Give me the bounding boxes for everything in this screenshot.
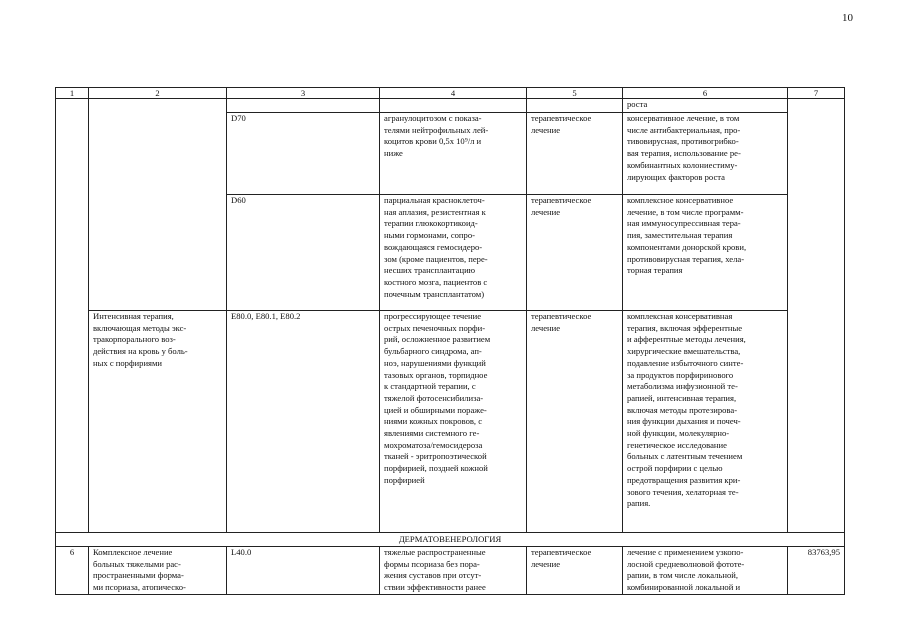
cell-text-line: Комплексное лечение bbox=[93, 547, 173, 557]
cell-text-line: ных с порфириями bbox=[93, 357, 163, 368]
cell-text-line: за продуктов порфиринового bbox=[627, 369, 734, 380]
care-type-cell bbox=[89, 311, 227, 533]
cell-text-line: мохроматоза/гемосидероза bbox=[384, 439, 483, 450]
cell-text-line: комплексное консервативное bbox=[627, 195, 734, 205]
cell-text-line: терапия, включая эфферентные bbox=[627, 322, 743, 333]
cell-text-line: рапия. bbox=[627, 498, 651, 509]
cell-text-line: формы псориаза без пора- bbox=[384, 558, 480, 569]
column-header: 5 bbox=[527, 88, 623, 99]
cell-text-line: лечение bbox=[531, 124, 561, 135]
treatment-type-cell bbox=[527, 311, 623, 533]
cell-text-line: лечение bbox=[531, 558, 561, 569]
column-header: 1 bbox=[56, 88, 89, 99]
treatment-type-cell bbox=[527, 195, 623, 311]
cell-text-line: включающая методы экс- bbox=[93, 322, 187, 333]
cell-text-line: торная терапия bbox=[627, 265, 683, 276]
cell-text-line: рий, осложненное развитием bbox=[384, 334, 491, 345]
cell-text-line: жения суставов при отсут- bbox=[384, 570, 482, 581]
treatment-method-cell bbox=[623, 113, 788, 195]
treatment-method-cell bbox=[623, 99, 788, 113]
cell-text-line: числе антибактериальная, про- bbox=[627, 124, 741, 135]
treatment-method-cell bbox=[623, 311, 788, 533]
icd-code-cell: L40.0 bbox=[227, 547, 380, 595]
cell-text-line: телями нейтрофильных лей- bbox=[384, 124, 489, 135]
icd-code-cell: D60 bbox=[227, 195, 380, 311]
cell-text-line: терапевтическое bbox=[531, 113, 592, 123]
medical-care-table bbox=[55, 87, 845, 595]
cell-text-line: комплексная консервативная bbox=[627, 311, 733, 321]
cell-text-line: почечным трансплантатом) bbox=[384, 288, 485, 299]
cell-text-line: компонентами донорской крови, bbox=[627, 241, 747, 252]
cell-text-line: к стандартной терапии, с bbox=[384, 381, 476, 392]
cell-text-line: лечение bbox=[531, 322, 561, 333]
cell-text-line: комбинантных колониестиму- bbox=[627, 159, 738, 170]
icd-code-cell: E80.0, E80.1, E80.2 bbox=[227, 311, 380, 533]
cell-text-line: зового течения, хелаторная те- bbox=[627, 486, 739, 497]
cell-text-line: терапевтическое bbox=[531, 195, 592, 205]
cell-text-line: пия, заместительная терапия bbox=[627, 230, 733, 241]
section-title: ДЕРМАТОВЕНЕРОЛОГИЯ bbox=[56, 533, 845, 547]
cell-text-line: лечение bbox=[531, 206, 561, 217]
treatment-method-cell bbox=[623, 195, 788, 311]
cell-text-line: комбинированной локальной и bbox=[627, 582, 741, 593]
treatment-type-cell bbox=[527, 99, 623, 113]
cell-text-line: парциальная красноклеточ- bbox=[384, 195, 485, 205]
cell-text-line: и афферентные методы лечения, bbox=[627, 334, 746, 345]
cell-text-line: ми псориаза, атопическо- bbox=[93, 582, 186, 593]
column-header: 3 bbox=[227, 88, 380, 99]
cell-text-line: порфирией bbox=[384, 474, 425, 485]
patient-model-cell bbox=[380, 195, 527, 311]
icd-code-cell: D70 bbox=[227, 113, 380, 195]
cell-text-line: цией и обширными пораже- bbox=[384, 404, 487, 415]
cell-text-line: ния функции дыхания и почеч- bbox=[627, 416, 741, 427]
cell-text-line: роста bbox=[627, 99, 648, 109]
patient-model-cell bbox=[380, 311, 527, 533]
cell-text-line: предотвращения развития кри- bbox=[627, 474, 741, 485]
patient-model-cell bbox=[380, 99, 527, 113]
table-row bbox=[56, 99, 845, 113]
cell-text-line: больных с латентным течением bbox=[627, 451, 743, 462]
cell-text-line: ными гормонами, сопро- bbox=[384, 230, 475, 241]
cell-text-line: костного мозга, пациентов с bbox=[384, 276, 488, 287]
column-header: 2 bbox=[89, 88, 227, 99]
cell-text-line: рапии, в том числе локальной, bbox=[627, 570, 739, 581]
section-row bbox=[56, 533, 845, 547]
cell-text-line: противовирусная терапия, хела- bbox=[627, 253, 745, 264]
cell-text-line: метаболизма инфузионной те- bbox=[627, 381, 738, 392]
cell-text-line: лирующих факторов роста bbox=[627, 171, 725, 182]
cell-text-line: зом (кроме пациентов, пере- bbox=[384, 253, 488, 264]
cell-text-line: генетическое исследование bbox=[627, 439, 727, 450]
cell-text-line: вождающаяся гемосидеро- bbox=[384, 241, 483, 252]
cell-text-line: Интенсивная терапия, bbox=[93, 311, 174, 321]
column-header: 7 bbox=[788, 88, 845, 99]
cell-text-line: явлениями системного ге- bbox=[384, 428, 480, 439]
cell-text-line: ниями кожных покровов, с bbox=[384, 416, 483, 427]
column-header: 4 bbox=[380, 88, 527, 99]
treatment-type-cell bbox=[527, 113, 623, 195]
cell-text-line: тивовирусная, противогрибко- bbox=[627, 136, 739, 147]
patient-model-cell bbox=[380, 547, 527, 595]
cell-text-line: консервативное лечение, в том bbox=[627, 113, 740, 123]
cell-text-line: вая терапия, использование ре- bbox=[627, 148, 741, 159]
treatment-type-cell bbox=[527, 547, 623, 595]
patient-model-cell bbox=[380, 113, 527, 195]
cell-text-line: хирургические вмешательства, bbox=[627, 346, 741, 357]
cost-cell bbox=[788, 99, 845, 533]
row-number-cell bbox=[56, 99, 89, 533]
cell-text-line: действия на кровь у боль- bbox=[93, 346, 188, 357]
cell-text-line: включая методы протезирова- bbox=[627, 404, 738, 415]
row-number-cell: 6 bbox=[56, 547, 89, 595]
cell-text-line: терапевтическое bbox=[531, 311, 592, 321]
treatment-method-cell bbox=[623, 547, 788, 595]
cell-text-line: тяжелой фотосенсибилиза- bbox=[384, 392, 484, 403]
cell-text-line: острой порфирии с целью bbox=[627, 463, 723, 474]
page-number: 10 bbox=[842, 12, 853, 24]
cell-text-line: лечение с применением узкопо- bbox=[627, 547, 744, 557]
cell-text-line: коцитов крови 0,5х 10⁹/л и bbox=[384, 136, 482, 147]
cell-text-line: лосной средневолновой фототе- bbox=[627, 558, 745, 569]
table-row bbox=[56, 311, 845, 533]
cell-text-line: тракорпорального воз- bbox=[93, 334, 176, 345]
cell-text-line: ствии эффективности ранее bbox=[384, 582, 486, 593]
cell-text-line: агранулоцитозом с показа- bbox=[384, 113, 482, 123]
cell-text-line: бульбарного синдрома, ап- bbox=[384, 346, 482, 357]
cell-text-line: рапией, интенсивная терапия, bbox=[627, 392, 737, 403]
column-number-row bbox=[56, 88, 845, 99]
cell-text-line: терапевтическое bbox=[531, 547, 592, 557]
cell-text-line: острых печеночных порфи- bbox=[384, 322, 486, 333]
cell-text-line: ная аплазия, резистентная к bbox=[384, 206, 486, 217]
cell-text-line: подавление избыточного синте- bbox=[627, 357, 744, 368]
cell-text-line: тяжелые распространенные bbox=[384, 547, 486, 557]
cell-text-line: тканей - эритропоэтической bbox=[384, 451, 487, 462]
cell-text-line: больных тяжелыми рас- bbox=[93, 558, 181, 569]
cell-text-line: ниже bbox=[384, 148, 403, 159]
cell-text-line: ноэ, нарушениями функций bbox=[384, 357, 486, 368]
cell-text-line: лечение, в том числе программ- bbox=[627, 206, 744, 217]
care-type-cell bbox=[89, 547, 227, 595]
cell-text-line: пространенными форма- bbox=[93, 570, 184, 581]
cell-text-line: ная иммуносупрессивная тера- bbox=[627, 218, 741, 229]
cell-text-line: несших трансплантацию bbox=[384, 265, 476, 276]
cell-text-line: тазовых органов, торпидное bbox=[384, 369, 488, 380]
cost-cell: 83763,95 bbox=[788, 547, 845, 595]
cell-text-line: терапии глюкокортикоид- bbox=[384, 218, 478, 229]
cell-text-line: порфирией, поздней кожной bbox=[384, 463, 488, 474]
care-type-cell bbox=[89, 99, 227, 311]
cell-text-line: ной функции, молекулярно- bbox=[627, 428, 730, 439]
icd-code-cell bbox=[227, 99, 380, 113]
table-row bbox=[56, 547, 845, 595]
column-header: 6 bbox=[623, 88, 788, 99]
cell-text-line: прогрессирующее течение bbox=[384, 311, 482, 321]
